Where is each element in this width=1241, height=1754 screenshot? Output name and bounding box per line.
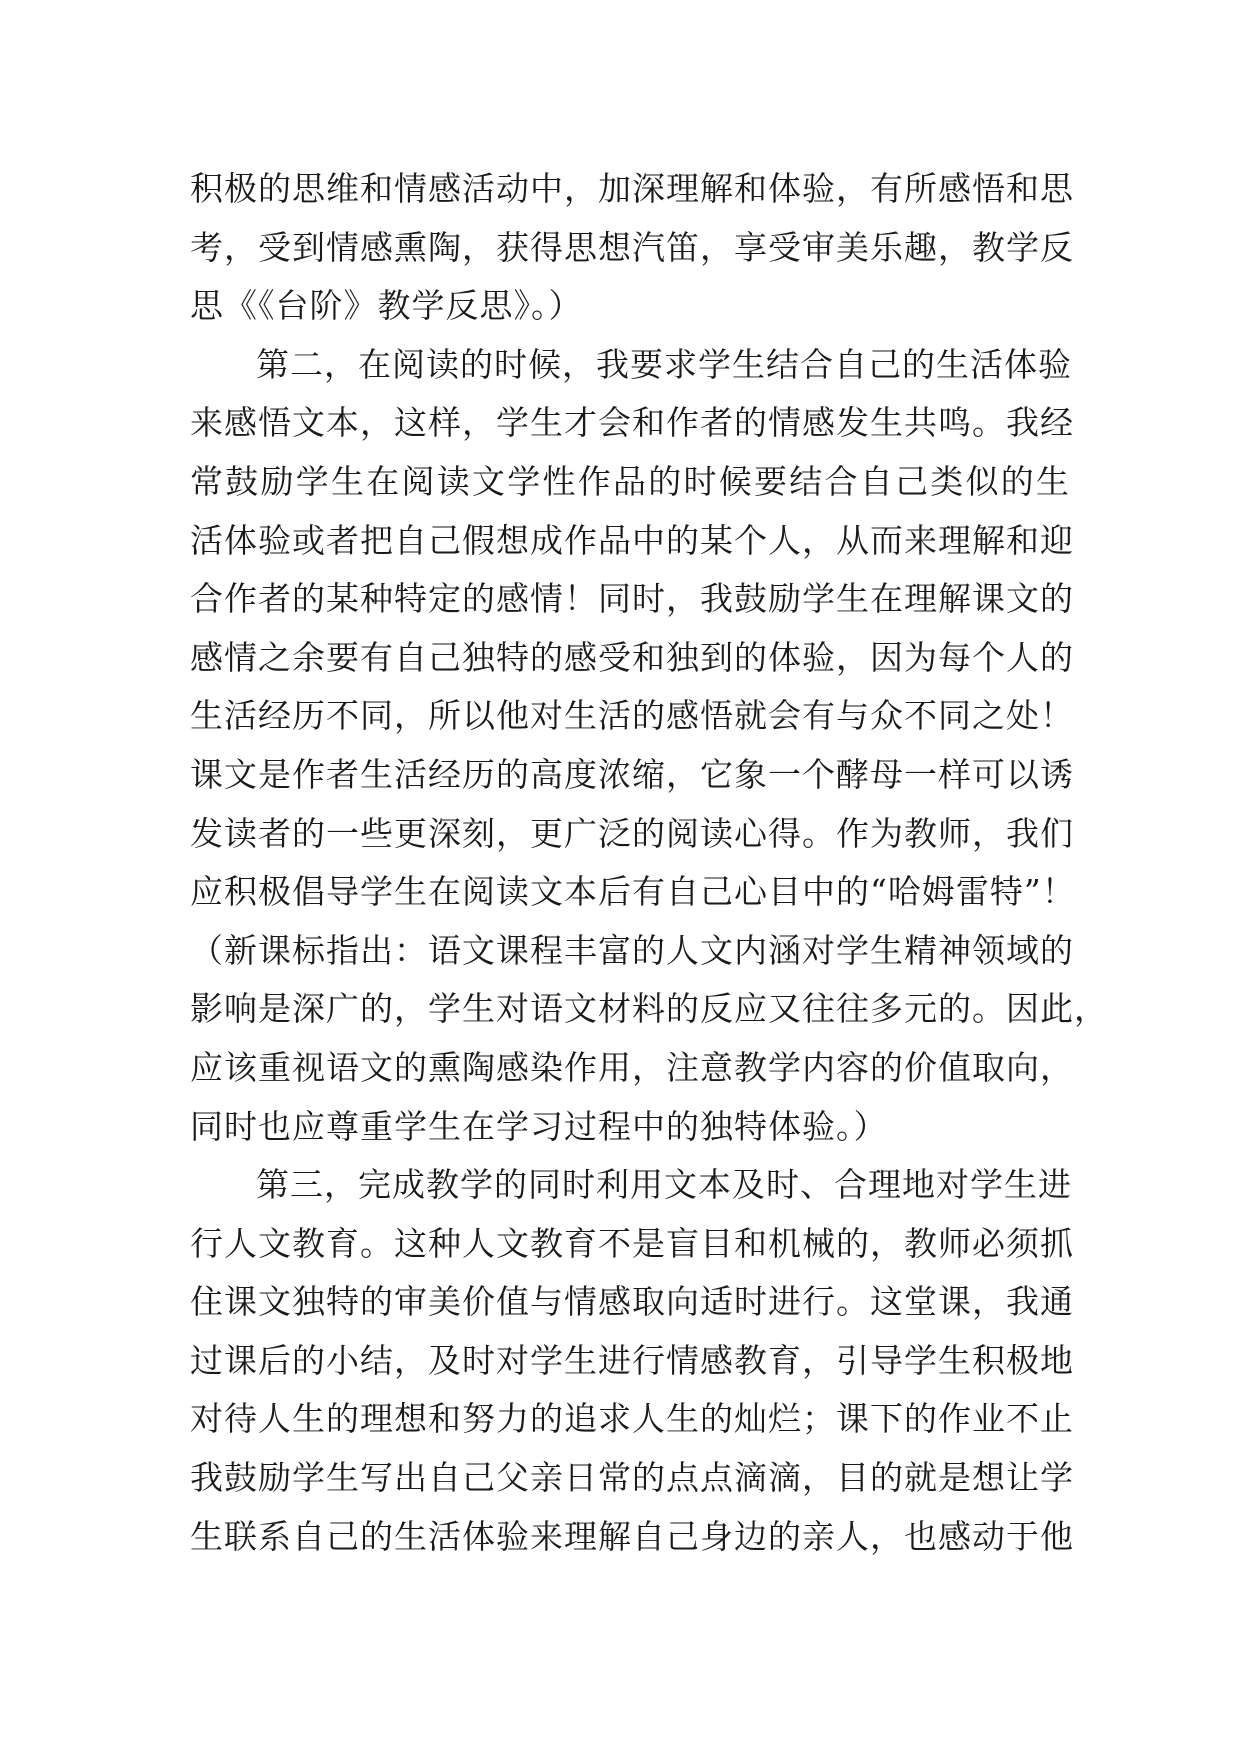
paragraph-start-line: 第二，在阅读的时候，我要求学生结合自己的生活体验: [256, 344, 1072, 384]
text-line: 生活经历不同，所以他对生活的感悟就会有与众不同之处！: [190, 696, 1074, 736]
text-line: 常鼓励学生在阅读文学性作品的时候要结合自己类似的生: [190, 461, 1070, 501]
text-line: 应积极倡导学生在阅读文本后有自己心目中的“哈姆雷特”！: [190, 872, 1076, 912]
text-line: 过课后的小结，及时对学生进行情感教育，引导学生积极地: [190, 1340, 1074, 1380]
text-line: 应该重视语文的熏陶感染作用，注意教学内容的价值取向，: [190, 1047, 1074, 1087]
text-line: 发读者的一些更深刻，更广泛的阅读心得。作为教师，我们: [190, 813, 1074, 853]
text-line: 合作者的某种特定的感情！同时，我鼓励学生在理解课文的: [190, 579, 1074, 619]
text-line: 来感悟文本，这样，学生才会和作者的情感发生共鸣。我经: [190, 403, 1074, 443]
text-line: 我鼓励学生写出自己父亲日常的点点滴滴，目的就是想让学: [190, 1458, 1074, 1498]
text-line: 活体验或者把自己假想成作品中的某个人，从而来理解和迎: [190, 520, 1074, 560]
text-line: 同时也应尊重学生在学习过程中的独特体验。）: [190, 1106, 888, 1146]
text-line: 生联系自己的生活体验来理解自己身边的亲人，也感动于他: [190, 1516, 1074, 1556]
text-line: 住课文独特的审美价值与情感取向适时进行。这堂课，我通: [190, 1282, 1074, 1322]
text-line: 对待人生的理想和努力的追求人生的灿烂；课下的作业不止: [190, 1399, 1074, 1439]
text-line: 行人文教育。这种人文教育不是盲目和机械的，教师必须抓: [190, 1223, 1074, 1263]
text-line: 感情之余要有自己独特的感受和独到的体验，因为每个人的: [190, 637, 1074, 677]
text-line: 积极的思维和情感活动中，加深理解和体验，有所感悟和思: [190, 169, 1074, 208]
paragraph-start-line: 第三，完成教学的同时利用文本及时、合理地对学生进: [256, 1165, 1072, 1205]
text-line: 课文是作者生活经历的高度浓缩，它象一个酵母一样可以诱: [190, 754, 1074, 794]
text-line: 思《《台阶》教学反思》。）: [190, 286, 583, 326]
body-text: [190, 160, 1108, 1566]
text-line: 影响是深广的，学生对语文材料的反应又往往多元的。因此，: [190, 989, 1108, 1029]
text-line: 考，受到情感熏陶，获得思想汽笛，享受审美乐趣，教学反: [190, 227, 1074, 267]
text-line: （新课标指出：语文课程丰富的人文内涵对学生精神领域的: [190, 930, 1074, 970]
